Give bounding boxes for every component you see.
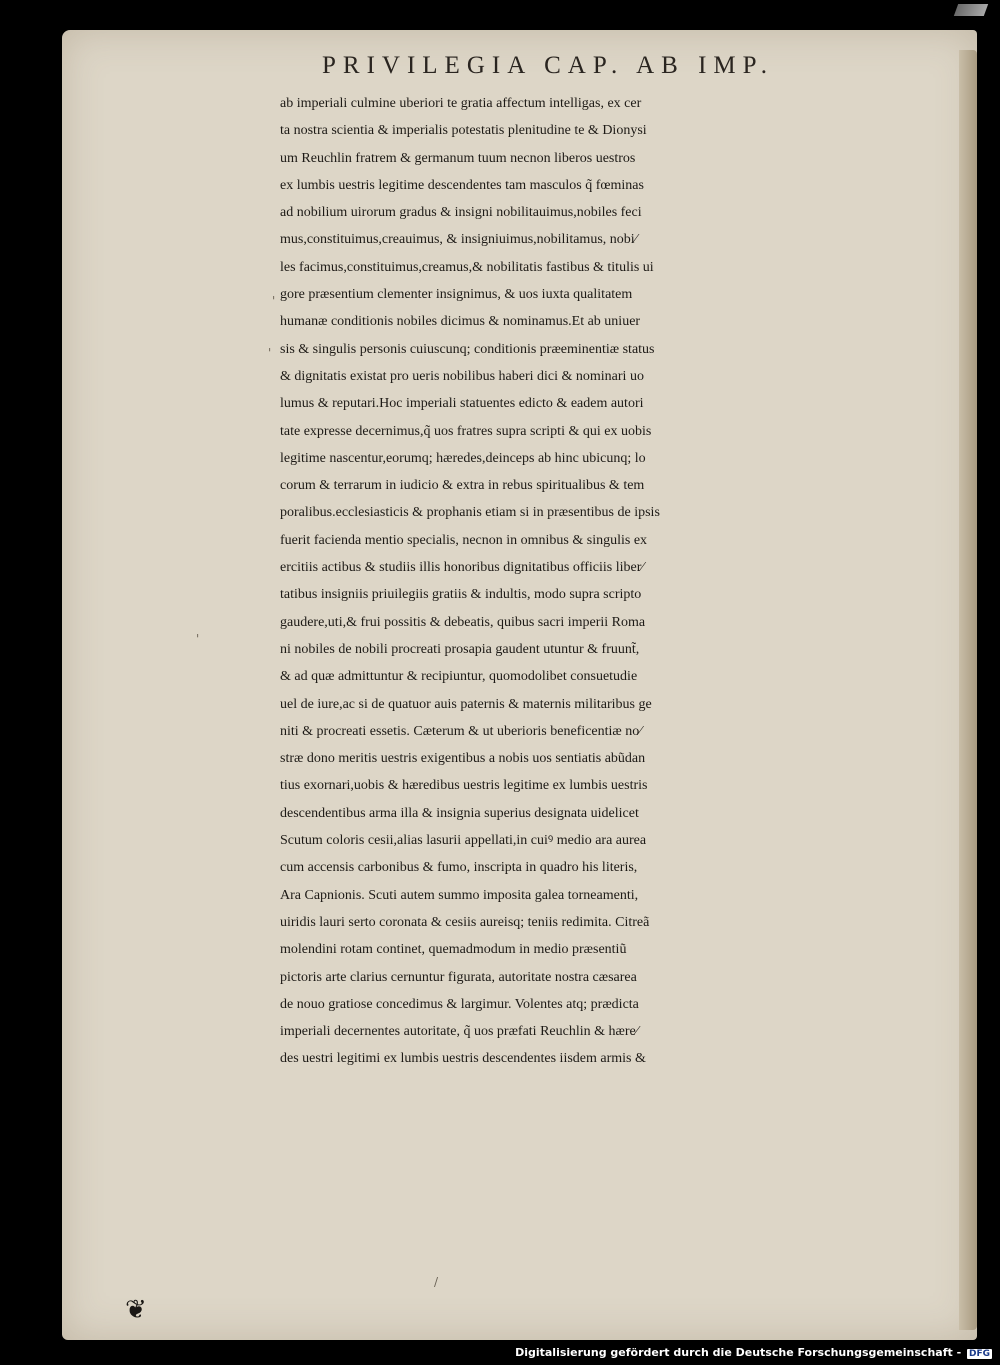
margin-mark: '	[272, 294, 276, 308]
margin-mark: '	[268, 346, 272, 360]
text-line: mus,constituimus,creauimus, & insigniuimus,nobilitamus, nobi⁄	[280, 232, 637, 248]
text-line: cum accensis carbonibus & fumo, inscripta in quadro his literis,	[280, 860, 638, 876]
text-line: tatibus insigniis priuilegiis gratiis & indultis, modo supra scripto	[280, 587, 642, 603]
text-line: de nouo gratiose concedimus & largimur. Volentes atq; prædicta	[280, 996, 639, 1012]
text-line: poralibus.ecclesiasticis & prophanis etiam si in præsentibus de ipsis	[280, 505, 660, 521]
text-line: & ad quæ admittuntur & recipiuntur, quomodolibet consuetudie	[280, 669, 638, 685]
text-line: pictoris arte clarius cernuntur figurata, autoritate nostra cæsarea	[280, 969, 637, 985]
text-line: legitime nascentur,eorumq; hæredes,deinceps ab hinc ubicunq; lo	[280, 450, 646, 466]
credit-text: Digitalisierung gefördert durch die Deutsche Forschungsgemeinschaft -	[515, 1346, 962, 1359]
text-line: tate expresse decernimus,q̃ uos fratres supra scripti & qui ex uobis	[280, 423, 652, 439]
text-line: ni nobiles de nobili procreati prosapia gaudent utuntur & fruunt̃,	[280, 641, 640, 657]
text-line: descendentibus arma illa & insignia superius designata uidelicet	[280, 805, 639, 821]
text-line: gore præsentium clementer insignimus, & uos iuxta qualitatem	[280, 287, 633, 303]
scanner-corner-mark	[954, 4, 988, 16]
text-line: uel de iure,ac si de quatuor auis paternis & maternis militaribus ge	[280, 696, 652, 712]
text-line: Ara Capnionis. Scuti autem summo imposita galea torneamenti,	[280, 887, 639, 903]
text-line: niti & procreati essetis. Cæterum & ut uberioris beneficentiæ no⁄	[280, 723, 642, 739]
running-head: PRIVILEGIA CAP. AB IMP.	[322, 52, 775, 79]
text-line: lumus & reputari.Hoc imperiali statuentes edicto & eadem autori	[280, 396, 644, 412]
text-line: stræ dono meritis uestris exigentibus a nobis uos sentiatis abũdan	[280, 751, 646, 767]
text-line: uiridis lauri serto coronata & cesiis aureisq; teniis redimita. Citreã	[280, 914, 650, 930]
text-line: les facimus,constituimus,creamus,& nobilitatis fastibus & titulis ui	[280, 259, 654, 275]
text-line: ad nobilium uirorum gradus & insigni nobilitauimus,nobiles feci	[280, 205, 642, 221]
body-text	[280, 90, 920, 1073]
digitization-credit	[515, 1346, 992, 1359]
text-line: ercitiis actibus & studiis illis honoribus dignitatibus officiis liber⁄	[280, 560, 644, 576]
text-line: ab imperiali culmine uberiori te gratia affectum intelligas, ex cer	[280, 96, 642, 111]
page-edge	[959, 50, 977, 1330]
fleuron-ornament-icon: ❦	[125, 1295, 147, 1325]
text-line: Scutum coloris cesii,alias lasurii appellati,in cuiꝰ medio ara aurea	[280, 833, 647, 849]
text-line: molendini rotam continet, quemadmodum in medio præsentiũ	[280, 942, 627, 958]
text-line: humanæ conditionis nobiles dicimus & nominamus.Et ab uniuer	[280, 314, 641, 330]
text-line: tius exornari,uobis & hæredibus uestris legitime ex lumbis uestris	[280, 778, 648, 794]
text-line: ex lumbis uestris legitime descendentes tam masculos q̃ fœminas	[280, 177, 644, 193]
margin-mark: /	[434, 1275, 439, 1289]
text-line: imperiali decernentes autoritate, q̃ uos præfati Reuchlin & hære⁄	[280, 1024, 639, 1040]
margin-mark: '	[196, 632, 200, 646]
dfg-logo-icon: DFG	[968, 1349, 990, 1359]
text-line: corum & terrarum in iudicio & extra in rebus spiritualibus & tem	[280, 478, 645, 494]
text-line: gaudere,uti,& frui possitis & debeatis, quibus sacri imperii Roma	[280, 614, 646, 630]
text-line: & dignitatis existat pro ueris nobilibus haberi dici & nominari uo	[280, 368, 644, 384]
text-line: fuerit facienda mentio specialis, necnon in omnibus & singulis ex	[280, 532, 648, 548]
text-line: sis & singulis personis cuiuscunq; conditionis præeminentiæ status	[280, 341, 655, 357]
text-line: um Reuchlin fratrem & germanum tuum necnon liberos uestros	[280, 150, 636, 166]
text-line: des uestri legitimi ex lumbis uestris descendentes iisdem armis &	[280, 1051, 646, 1067]
text-line: ta nostra scientia & imperialis potestatis plenitudine te & Dionysi	[280, 123, 647, 139]
